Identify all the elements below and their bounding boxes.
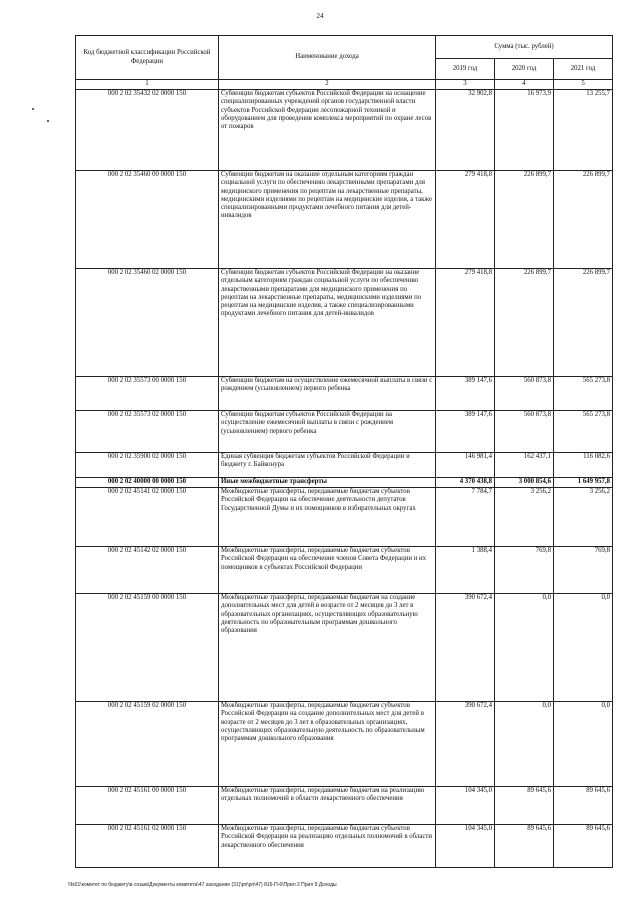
budget-code: 000 2 02 45142 02 0000 150	[76, 547, 219, 594]
amount-2020: 89 645,6	[495, 825, 554, 868]
column-number: 5	[554, 80, 613, 90]
table-row	[76, 787, 613, 825]
amount-2020: 89 645,6	[495, 787, 554, 825]
table-row	[76, 478, 613, 488]
header-sum: Сумма (тыс. рублей)	[436, 36, 613, 59]
revenue-name: Межбюджетные трансферты, передаваемые бюджетам субъектов Российской Федерации на обеспечение деятельности депутатов Государственной Думы и их помощников в избирательных округах	[219, 488, 436, 547]
amount-2019: 390 672,4	[436, 594, 495, 702]
amount-2021: 3 256,2	[554, 488, 613, 547]
revenue-name: Субвенции бюджетам на осуществление ежемесячной выплаты в связи с рождением (усыновлением) первого ребенка	[219, 377, 436, 411]
revenue-name: Субвенции бюджетам субъектов Российской Федерации на осуществление ежемесячной выплаты в связи с рождением (усыновлением) первого ребенка	[219, 411, 436, 453]
amount-2019: 279 418,8	[436, 269, 495, 377]
column-number: 4	[495, 80, 554, 90]
revenue-name: Межбюджетные трансферты, передаваемые бюджетам субъектов Российской Федерации на обеспечение членов Совета Федерации и их помощников в субъектах Российской Федерации	[219, 547, 436, 594]
amount-2020: 3 000 854,6	[495, 478, 554, 488]
amount-2020: 560 873,8	[495, 377, 554, 411]
budget-code: 000 2 02 45159 02 0000 150	[76, 702, 219, 787]
amount-2021: 116 082,6	[554, 453, 613, 478]
amount-2019: 7 784,7	[436, 488, 495, 547]
amount-2020: 3 256,2	[495, 488, 554, 547]
amount-2019: 389 147,6	[436, 411, 495, 453]
revenue-name: Межбюджетные трансферты, передаваемые бюджетам на создание дополнительных мест для детей в возрасте от 2 месяцев до 3 лет в образовательных организациях, осуществляющих образовательную деятельность по образовательным программам дошкольного образования	[219, 594, 436, 702]
budget-code: 000 2 02 35573 00 0000 150	[76, 377, 219, 411]
revenue-name: Субвенции бюджетам субъектов Российской Федерации на оказание отдельным категориям граждан социальной услуги по обеспечению лекарственными препаратами для медицинского применения по рецептам на лекарственные препараты, медицинскими изделиями по рецептам на медицинские изделия, а также специализированными продуктами лечебного питания для детей-инвалидов	[219, 269, 436, 377]
amount-2020: 226 899,7	[495, 171, 554, 269]
margin-mark	[32, 108, 34, 110]
column-number: 2	[219, 80, 436, 90]
column-number: 3	[436, 80, 495, 90]
amount-2020: 162 437,1	[495, 453, 554, 478]
amount-2021: 1 649 957,8	[554, 478, 613, 488]
budget-code: 000 2 02 45141 02 0000 150	[76, 488, 219, 547]
revenue-name: Межбюджетные трансферты, передаваемые бюджетам субъектов Российской Федерации на реализацию отдельных полномочий в области лекарственного обеспечения	[219, 825, 436, 868]
margin-mark	[47, 120, 49, 122]
table-row	[76, 453, 613, 478]
amount-2021: 89 645,6	[554, 825, 613, 868]
header-code: Код бюджетной классификации Российской Федерации	[76, 36, 219, 80]
amount-2021: 769,8	[554, 547, 613, 594]
file-path-footer: \\fs01\комитет по бюджету\в созыв\Документы комитета\47 заседание (31)\рп\рп\47) 816-П-6\Прил 2 Прил 9 Доходы	[68, 882, 337, 888]
table-row	[76, 594, 613, 702]
header-year-2020: 2020 год	[495, 59, 554, 80]
amount-2021: 565 273,8	[554, 411, 613, 453]
amount-2019: 104 345,0	[436, 787, 495, 825]
revenue-name: Субвенции бюджетам на оказание отдельным категориям граждан социальной услуги по обеспечению лекарственными препаратами для медицинского применения по рецептам на лекарственные препараты, медицинскими изделиями по рецептам на медицинские изделия, а также специализированными продуктами лечебного питания для детей-инвалидов	[219, 171, 436, 269]
amount-2020: 560 873,8	[495, 411, 554, 453]
budget-code: 000 2 02 45161 00 0000 150	[76, 787, 219, 825]
revenue-table	[75, 35, 613, 868]
amount-2019: 32 902,8	[436, 90, 495, 171]
table-row	[76, 269, 613, 377]
budget-code: 000 2 02 45159 00 0000 150	[76, 594, 219, 702]
amount-2019: 390 672,4	[436, 702, 495, 787]
table-row	[76, 825, 613, 868]
revenue-name: Межбюджетные трансферты, передаваемые бюджетам субъектов Российской Федерации на создание дополнительных мест для детей в возрасте от 2 месяцев до 3 лет в образовательных организациях, осуществляющих образовательную деятельность по образовательным программам дошкольного образования	[219, 702, 436, 787]
table-row	[76, 411, 613, 453]
column-number: 1	[76, 80, 219, 90]
amount-2020: 0,0	[495, 702, 554, 787]
table-row	[76, 488, 613, 547]
amount-2021: 89 645,6	[554, 787, 613, 825]
amount-2019: 104 345,0	[436, 825, 495, 868]
amount-2019: 146 981,4	[436, 453, 495, 478]
header-year-2021: 2021 год	[554, 59, 613, 80]
budget-code: 000 2 02 35900 02 0000 150	[76, 453, 219, 478]
revenue-name: Субвенции бюджетам субъектов Российской Федерации на оснащение специализированных учреждений органов государственной власти субъектов Российской Федерации лесопожарной техникой и оборудованием для проведения комплекса мероприятий по охране лесов от пожаров	[219, 90, 436, 171]
header-year-2019: 2019 год	[436, 59, 495, 80]
revenue-name: Межбюджетные трансферты, передаваемые бюджетам на реализацию отдельных полномочий в области лекарственного обеспечения	[219, 787, 436, 825]
revenue-name: Единая субвенция бюджетам субъектов Российской Федерации и бюджету г. Байконура	[219, 453, 436, 478]
budget-code: 000 2 02 45161 02 0000 150	[76, 825, 219, 868]
table-row	[76, 90, 613, 171]
budget-code: 000 2 02 35460 02 0000 150	[76, 269, 219, 377]
amount-2021: 565 273,8	[554, 377, 613, 411]
budget-code: 000 2 02 40000 00 0000 150	[76, 478, 219, 488]
table-row	[76, 171, 613, 269]
amount-2020: 16 973,9	[495, 90, 554, 171]
table-row	[76, 547, 613, 594]
amount-2021: 226 899,7	[554, 171, 613, 269]
budget-code: 000 2 02 35432 02 0000 150	[76, 90, 219, 171]
table-row	[76, 702, 613, 787]
page-number: 24	[316, 12, 324, 20]
amount-2020: 226 899,7	[495, 269, 554, 377]
amount-2020: 769,8	[495, 547, 554, 594]
revenue-name: Иные межбюджетные трансферты	[219, 478, 436, 488]
budget-code: 000 2 02 35460 00 0000 150	[76, 171, 219, 269]
amount-2019: 279 418,8	[436, 171, 495, 269]
amount-2021: 0,0	[554, 594, 613, 702]
amount-2021: 226 899,7	[554, 269, 613, 377]
amount-2019: 1 388,4	[436, 547, 495, 594]
amount-2021: 13 255,7	[554, 90, 613, 171]
table-row	[76, 377, 613, 411]
budget-code: 000 2 02 35573 02 0000 150	[76, 411, 219, 453]
amount-2021: 0,0	[554, 702, 613, 787]
header-name: Наименование дохода	[219, 36, 436, 80]
amount-2019: 4 370 438,8	[436, 478, 495, 488]
amount-2019: 389 147,6	[436, 377, 495, 411]
amount-2020: 0,0	[495, 594, 554, 702]
